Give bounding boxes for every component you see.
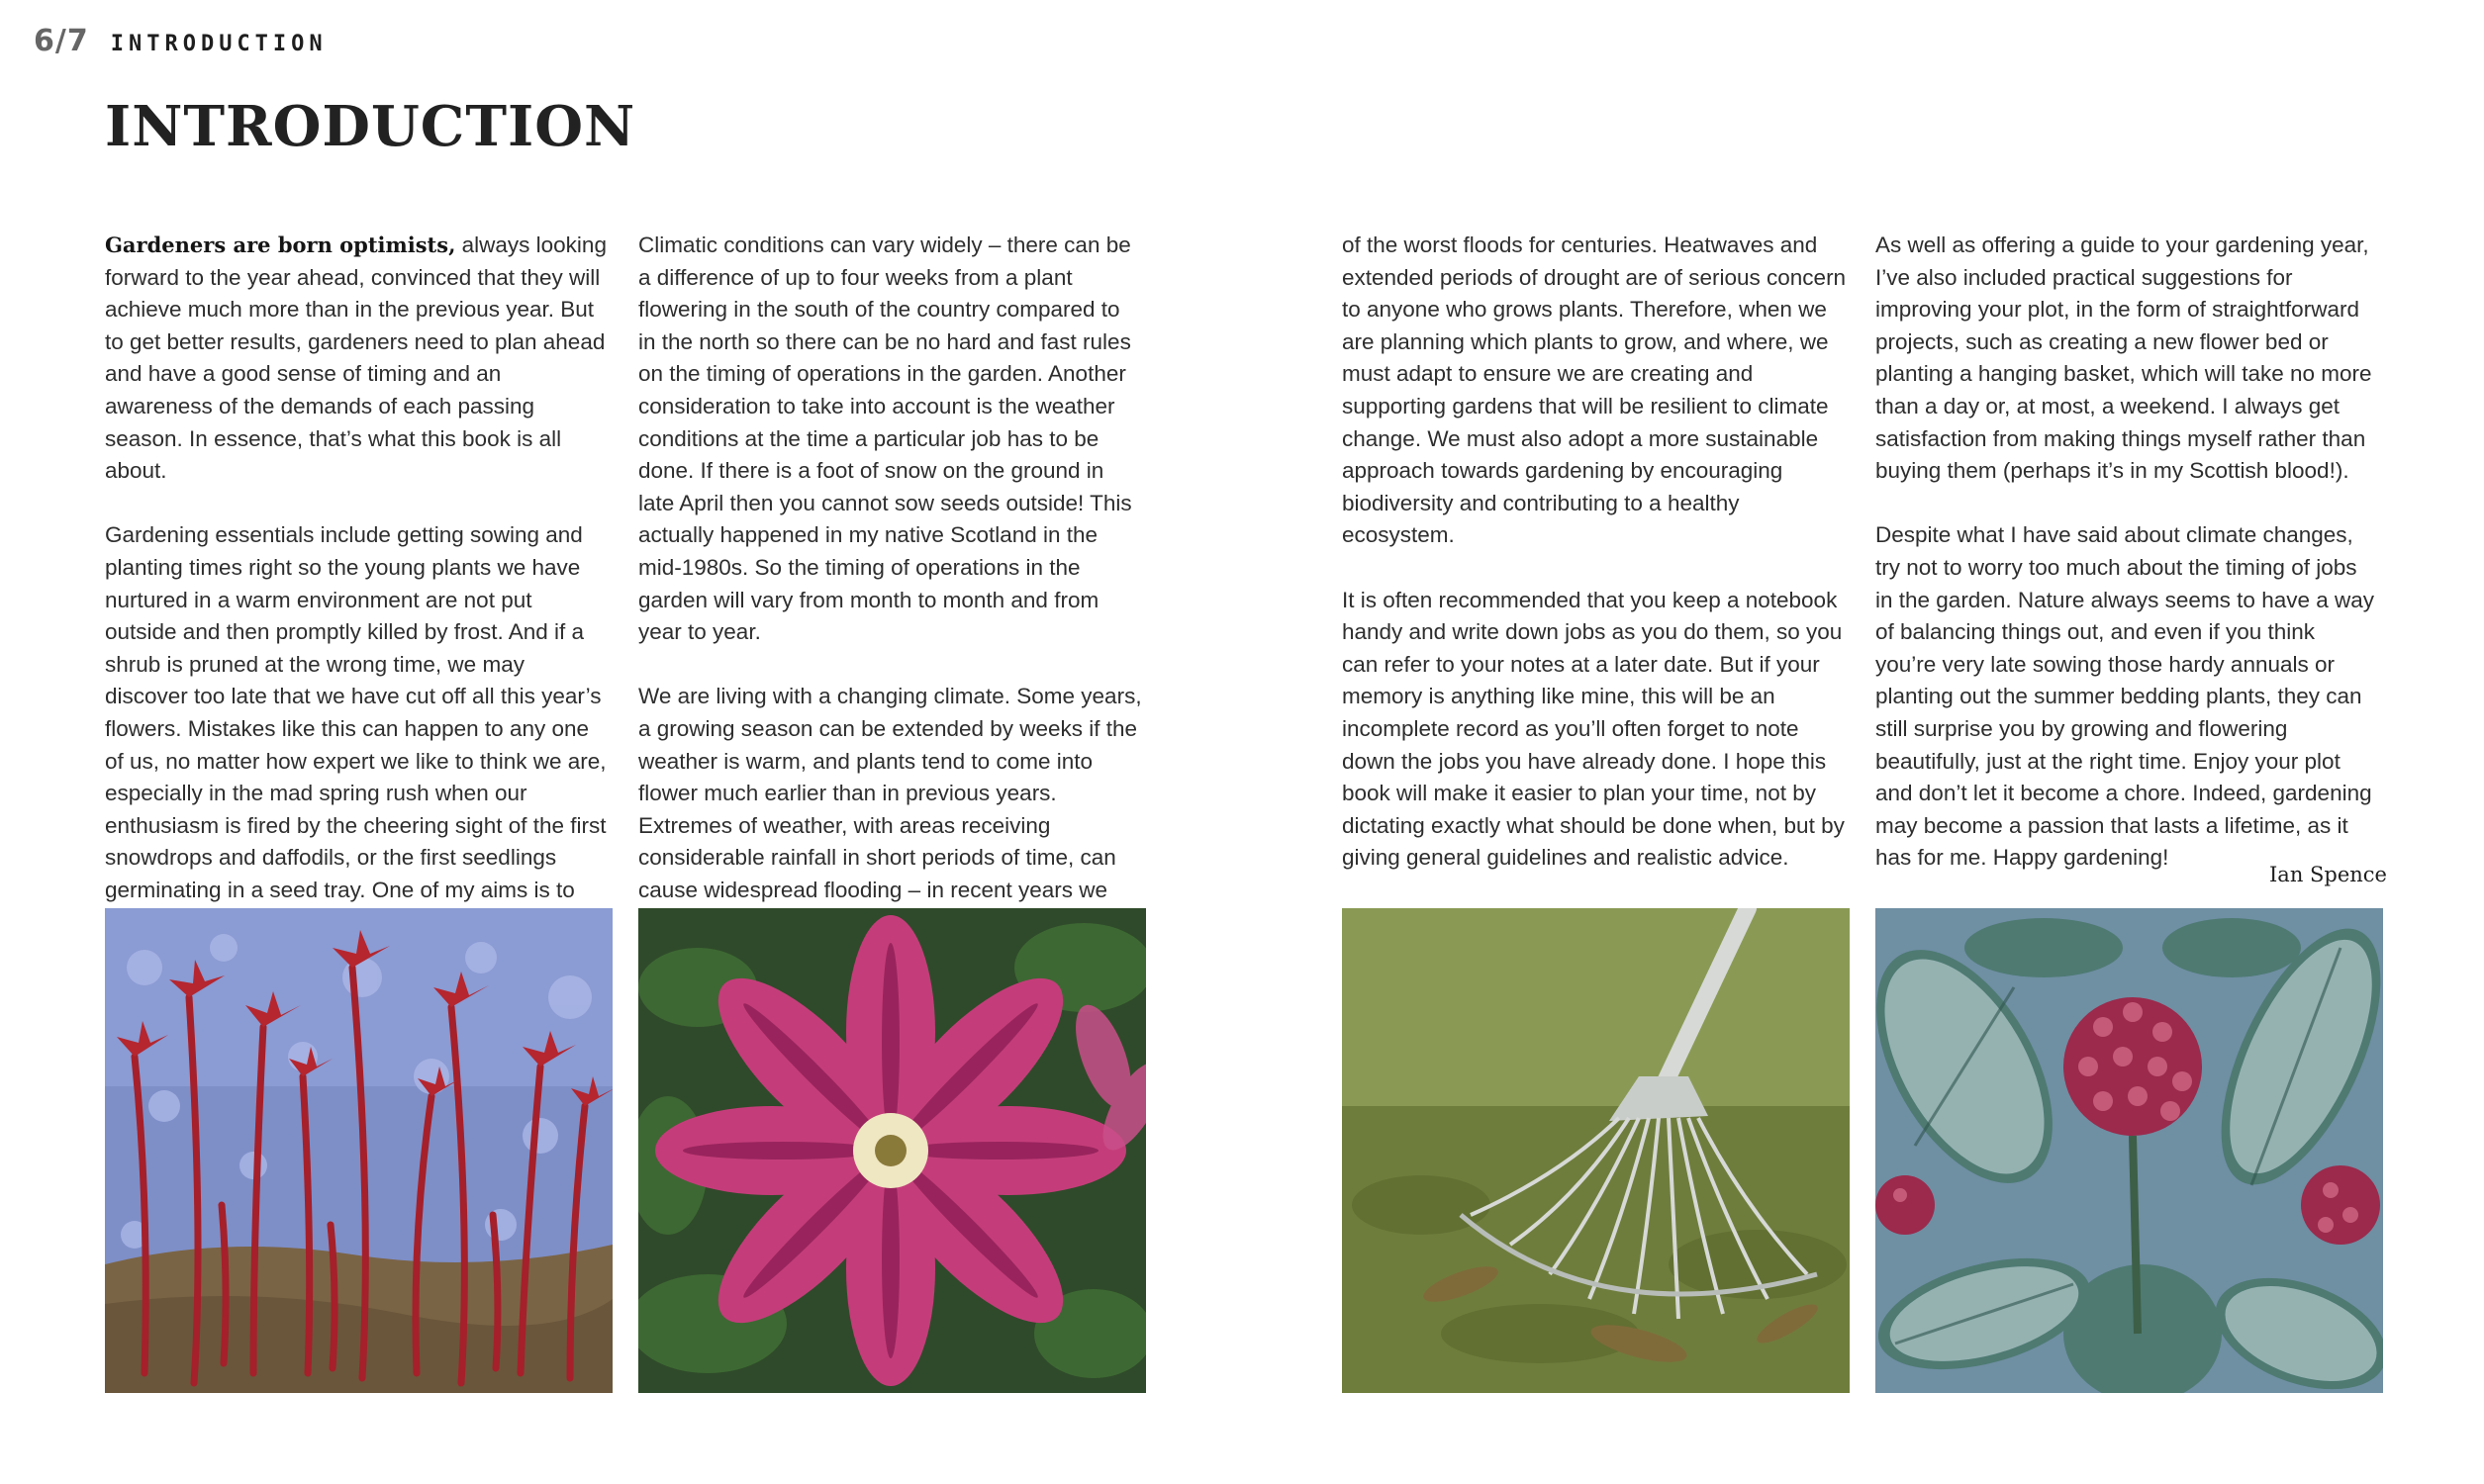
page-title: INTRODUCTION	[105, 94, 636, 159]
section-label: INTRODUCTION	[110, 32, 328, 56]
paragraph: Climatic conditions can vary widely – there can be a difference of up to four weeks from a plant flowering in the south of the country compared to in the north so there can be no hard and fast rules on the timing of operations in the garden. Another consideration to take into account is the weather conditions at the time a particular job has to be done. If there is a foot of snow on the ground in late April then you cannot sow seeds outside! This actually happened in my native Scotland in the mid-1980s. So the timing of operations in the garden will vary from month to month and from year to year.	[638, 232, 1132, 645]
text-column-2	[638, 230, 1143, 939]
frosted-skimmia-photo	[1875, 908, 2383, 1393]
lead-in: Gardeners are born optimists,	[105, 232, 456, 257]
paragraph	[105, 230, 610, 488]
text-column-4	[1875, 230, 2380, 875]
page-numbers: 6/7	[34, 24, 89, 58]
text-column-1	[105, 230, 610, 939]
garden-rake-photo	[1342, 908, 1850, 1393]
paragraph: We are living with a changing climate. Some years, a growing season can be extended by weeks if the weather is warm, and plants tend to come into flower much earlier than in previous years. Extremes of weather, with areas receiving considerable rainfall in short periods of time, can cause widespread flooding – in recent years we	[638, 684, 1142, 902]
running-head	[34, 24, 328, 58]
paragraph: As well as offering a guide to your gardening year, I’ve also included practical suggestions for improving your plot, in the form of straightforward projects, such as creating a new flower bed or planting a hanging basket, which will take no more than a day or, at most, a weekend. I always get satisfaction from making things myself rather than buying them (perhaps it’s in my Scottish blood!).	[1875, 232, 2372, 484]
paragraph: of the worst floods for centuries. Heatwaves and extended periods of drought are of serious concern to anyone who grows plants. Therefore, when we are planning which plants to grow, and where, we must adapt to ensure we are creating and supporting gardens that will be resilient to climate change. We must also adopt a more sustainable approach towards gardening by encouraging biodiversity and contributing to a healthy ecosystem.	[1342, 232, 1847, 548]
paragraph: Despite what I have said about climate changes, try not to worry too much about the timing of jobs in the garden. Nature always seems to have a way of balancing things out, and even if you think you’re very late sowing those hardy annuals or planting out the summer bedding plants, they can still surprise you by growing and flowering beautifully, just at the right time. Enjoy your plot and don’t let it become a chore. Indeed, gardening may become a passion that lasts a lifetime, as it has for me. Happy gardening!	[1875, 522, 2375, 871]
paragraph: It is often recommended that you keep a notebook handy and write down jobs as you do them, so you can refer to your notes at a later date. But if your memory is anything like mine, this will be an incomplete record as you’ll often forget to note down the jobs you have already done. I hope this book will make it easier to plan your time, not by dictating exactly what should be done when, but by giving general guidelines and realistic advice.	[1342, 587, 1845, 871]
text-column-3	[1342, 230, 1847, 875]
author-signature: Ian Spence	[2269, 863, 2387, 886]
peony-shoots-image	[105, 908, 613, 1393]
frosted-skimmia-image	[1875, 908, 2383, 1393]
peony-shoots-photo	[105, 908, 613, 1393]
paragraph: Gardening essentials include getting sowing and planting times right so the young plants we have nurtured in a warm environment are not put outside and then promptly killed by frost. And if a shrub is pruned at the wrong time, we may discover too late that we have cut off all this year’s flowers. Mistakes like this can happen to any one of us, no matter how expert we like to think we are, especially in the mad spring rush when our enthusiasm is fired by the cheering sight of the first snowdrops and daffodils, or the first seedlings germinating in a seed tray. One of my aims is to	[105, 522, 607, 902]
clematis-flower-photo	[638, 908, 1146, 1393]
garden-rake-image	[1342, 908, 1850, 1393]
paragraph-text: always looking forward to the year ahead, convinced that they will achieve much more than in the previous year. But to get better results, gardeners need to plan ahead and have a good sense of timing and an awareness of the demands of each passing season. In essence, that’s what this book is all about.	[105, 232, 607, 484]
clematis-flower-image	[638, 908, 1146, 1393]
